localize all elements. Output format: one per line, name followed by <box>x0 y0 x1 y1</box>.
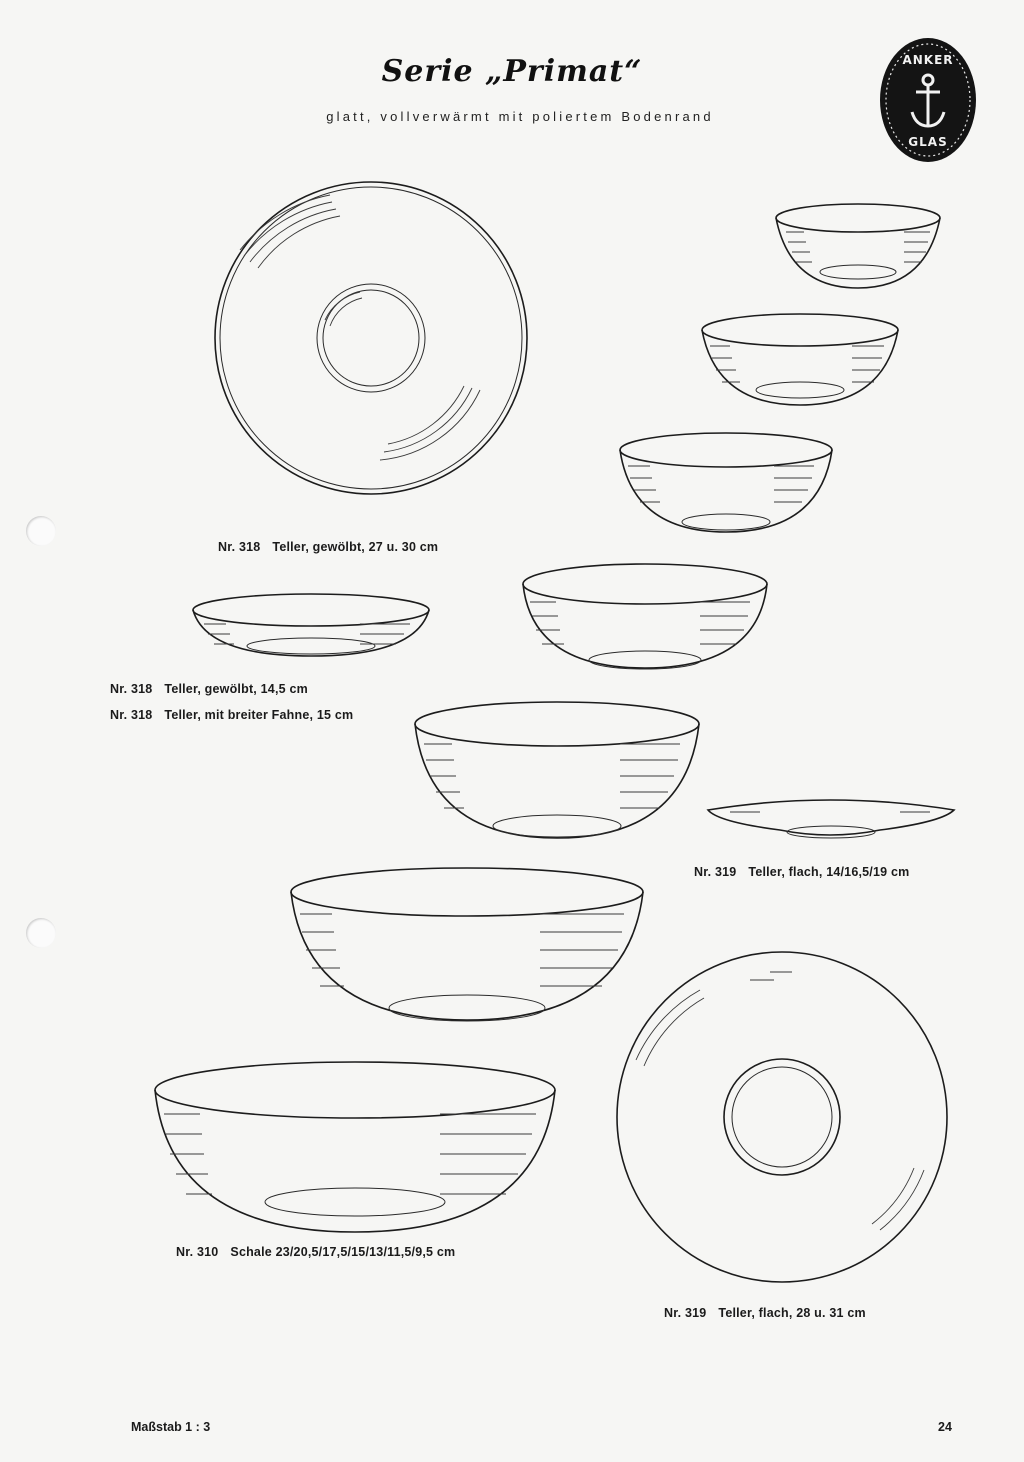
caption-text: Teller, mit breiter Fahne, 15 cm <box>164 708 354 722</box>
logo-top-text: ANKER <box>902 53 954 67</box>
caption-number: Nr. 318 <box>218 540 261 554</box>
plate-319-large <box>617 952 947 1282</box>
plate-319-side <box>708 800 954 838</box>
bowl-small-3 <box>620 433 832 532</box>
page-number: 24 <box>938 1420 952 1434</box>
logo-bottom-text: GLAS <box>908 135 948 149</box>
caption-319-large <box>664 1306 866 1320</box>
bowl-large-2 <box>155 1062 555 1232</box>
caption-text: Teller, flach, 28 u. 31 cm <box>718 1306 866 1320</box>
caption-number: Nr. 318 <box>110 682 153 696</box>
bowl-small-2 <box>702 314 898 405</box>
bowl-small-1 <box>776 204 940 288</box>
caption-number: Nr. 319 <box>664 1306 707 1320</box>
series-subtitle: glatt, vollverwärmt mit poliertem Bodenrand <box>326 109 714 124</box>
caption-number: Nr. 319 <box>694 865 737 879</box>
caption-318-fahne <box>110 708 353 722</box>
series-title: Serie „Primat“ <box>381 54 643 89</box>
scale-note: Maßstab 1 : 3 <box>131 1420 211 1434</box>
caption-319-small <box>694 865 909 879</box>
caption-318-small <box>110 682 308 696</box>
anker-glas-logo <box>880 38 976 162</box>
plate-318-small <box>193 594 429 656</box>
bowl-medium-2 <box>415 702 699 838</box>
plate-318-large <box>215 182 527 494</box>
caption-text: Teller, gewölbt, 27 u. 30 cm <box>272 540 439 554</box>
bowl-large-1 <box>291 868 643 1021</box>
caption-318-large <box>218 540 438 554</box>
caption-number: Nr. 318 <box>110 708 153 722</box>
caption-number: Nr. 310 <box>176 1245 219 1259</box>
bowl-medium-1 <box>523 564 767 669</box>
caption-310 <box>176 1245 455 1259</box>
caption-text: Teller, flach, 14/16,5/19 cm <box>748 865 910 879</box>
caption-text: Schale 23/20,5/17,5/15/13/11,5/9,5 cm <box>230 1245 456 1259</box>
caption-text: Teller, gewölbt, 14,5 cm <box>164 682 308 696</box>
